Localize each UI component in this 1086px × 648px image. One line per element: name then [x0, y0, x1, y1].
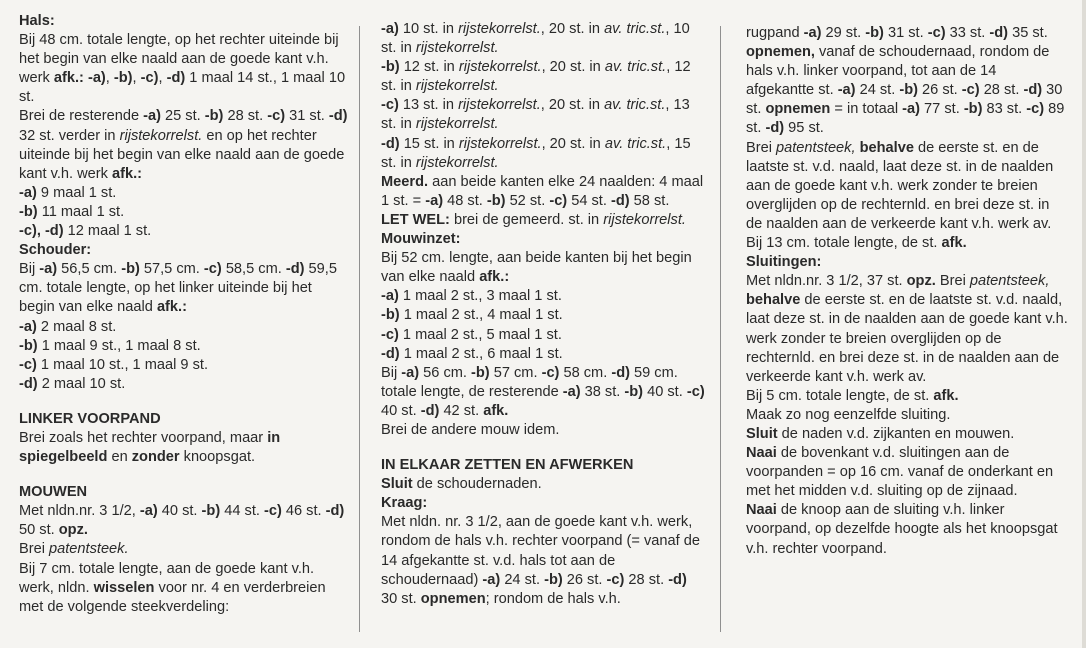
section-heading: Schouder: [19, 242, 92, 259]
instruction-paragraph: Brei de andere mouw idem. [381, 421, 560, 438]
instruction-paragraph: -c), -d) 12 maal 1 st. [19, 223, 152, 240]
page-edge-shadow [1082, 0, 1086, 648]
section-heading: Kraag: [381, 495, 428, 512]
instruction-paragraph: -c) 13 st. in rijstekorrelst., 20 st. in av. tric.st., 13 st. in rijstekorrelst. [381, 97, 690, 133]
instruction-paragraph: Bij 5 cm. totale lengte, de st. afk. [746, 387, 959, 404]
instruction-paragraph: Sluit de naden v.d. zijkanten en mouwen. [746, 425, 1015, 442]
instruction-paragraph: -c) 1 maal 2 st., 5 maal 1 st. [381, 326, 562, 343]
column-divider-1 [359, 26, 360, 632]
instruction-paragraph: Brei patentsteek, behalve de eerste st. en de laatste st. v.d. naald, laat deze st. in de naalden aan de goede kant v.h. werk zonder te breien overglijden op de rechternld. en brei deze st. in de naalden aan de verkeerde kant v.h. werk av. [746, 139, 1054, 232]
section-heading: IN ELKAAR ZETTEN EN AFWERKEN [381, 457, 634, 474]
section-gap [19, 467, 349, 483]
instruction-paragraph: Bij 13 cm. totale lengte, de st. afk. [746, 235, 967, 252]
instruction-paragraph: -a) 1 maal 2 st., 3 maal 1 st. [381, 288, 562, 305]
instruction-paragraph: Met nldn. nr. 3 1/2, aan de goede kant v.h. werk, rondom de hals v.h. rechter voorpand (= vanaf de 14 afgekantte st. v.d. hals tot aan de schoudernaad) -a) 24 st. -b) 26 st. -c) 28 st. -d) 30 st. opnemen; rondom de hals v.h. [381, 514, 700, 607]
section-heading: Sluitingen: [746, 254, 822, 271]
instruction-paragraph: -d) 1 maal 2 st., 6 maal 1 st. [381, 345, 563, 362]
instruction-paragraph: Bij -a) 56 cm. -b) 57 cm. -c) 58 cm. -d) 59 cm. totale lengte, de resterende -a) 38 st. -b) 40 st. -c) 40 st. -d) 42 st. afk. [381, 364, 705, 419]
instruction-paragraph: Brei patentsteek. [19, 541, 129, 558]
instruction-paragraph: Naai de bovenkant v.d. sluitingen aan de voorpanden = op 16 cm. vanaf de onderkant en met het midden v.d. sluiting op de zijnaad. [746, 445, 1054, 500]
instruction-paragraph: -b) 1 maal 9 st., 1 maal 8 st. [19, 337, 201, 354]
instruction-paragraph: Brei zoals het rechter voorpand, maar in spiegelbeeld en zonder knoopsgat. [19, 429, 281, 466]
instruction-paragraph: -a) 2 maal 8 st. [19, 318, 117, 335]
instruction-paragraph: -b) 1 maal 2 st., 4 maal 1 st. [381, 307, 563, 324]
instruction-paragraph: Meerd. aan beide kanten elke 24 naalden: 4 maal 1 st. = -a) 48 st. -b) 52 st. -c) 54 st. -d) 58 st. [381, 173, 704, 209]
section-heading: Hals: [19, 13, 55, 29]
section-heading: MOUWEN [19, 484, 88, 501]
instruction-paragraph: Met nldn.nr. 3 1/2, -a) 40 st. -b) 44 st. -c) 46 st. -d) 50 st. opz. [19, 503, 345, 539]
instruction-paragraph: Maak zo nog eenzelfde sluiting. [746, 406, 951, 423]
section-gap [381, 440, 706, 456]
instruction-paragraph: -b) 11 maal 1 st. [19, 203, 125, 220]
column-1 [19, 12, 349, 617]
instruction-paragraph: Bij 48 cm. totale lengte, op het rechter uiteinde bij het begin van elke naald aan de goede kant v.h. werk afk.: -a), -b), -c), -d) 1 maal 14 st., 1 maal 10 st. [19, 32, 346, 106]
instruction-paragraph: -a) 9 maal 1 st. [19, 184, 117, 201]
column-2 [381, 20, 706, 609]
column-divider-2 [720, 26, 721, 632]
section-gap [19, 394, 349, 410]
instruction-paragraph: -b) 12 st. in rijstekorrelst., 20 st. in av. tric.st., 12 st. in rijstekorrelst. [381, 59, 691, 95]
instruction-paragraph: Sluit de schoudernaden. [381, 476, 542, 493]
section-heading: LINKER VOORPAND [19, 410, 161, 427]
instruction-paragraph: rugpand -a) 29 st. -b) 31 st. -c) 33 st. -d) 35 st. opnemen, vanaf de schoudernaad, rondom de hals v.h. linker voorpand, tot aan de 14 afgekantte st. -a) 24 st. -b) 26 st. -c) 28 st. -d) 30 st. opnemen = in totaal -a) 77 st. -b) 83 st. -c) 89 st. -d) 95 st. [746, 25, 1065, 137]
instruction-paragraph: Naai de knoop aan de sluiting v.h. linker voorpand, op dezelfde hoogte als het knoopsgat v.h. rechter voorpand. [746, 502, 1058, 557]
instruction-paragraph: -d) 2 maal 10 st. [19, 375, 126, 392]
instruction-paragraph: -d) 15 st. in rijstekorrelst., 20 st. in av. tric.st., 15 st. in rijstekorrelst. [381, 135, 691, 171]
instruction-paragraph: Bij 52 cm. lengte, aan beide kanten bij het begin van elke naald afk.: [381, 250, 692, 286]
instruction-paragraph: Bij 7 cm. totale lengte, aan de goede kant v.h. werk, nldn. wisselen voor nr. 4 en verderbreien met de volgende steekverdeling: [19, 560, 326, 615]
column-3 [746, 24, 1068, 559]
section-heading: Mouwinzet: [381, 231, 461, 248]
instruction-paragraph: Met nldn.nr. 3 1/2, 37 st. opz. Brei patentsteek, behalve de eerste st. en de laatste st. v.d. naald, laat deze st. in de naalden aan de goede kant v.h. werk zonder te breien overglijden op de rechternld. en brei deze st. in de naalden aan de verkeerde kant v.h. werk av. [746, 273, 1068, 385]
instruction-paragraph: -c) 1 maal 10 st., 1 maal 9 st. [19, 356, 208, 373]
instruction-paragraph: Bij -a) 56,5 cm. -b) 57,5 cm. -c) 58,5 cm. -d) 59,5 cm. totale lengte, op het linker uiteinde bij het begin van elke naald afk.: [19, 261, 337, 316]
instruction-paragraph: -a) 10 st. in rijstekorrelst., 20 st. in av. tric.st., 10 st. in rijstekorrelst. [381, 21, 690, 57]
instruction-paragraph: Brei de resterende -a) 25 st. -b) 28 st. -c) 31 st. -d) 32 st. verder in rijstekorrelst. en op het rechter uiteinde bij het begin van elke naald aan de goede kant v.h. werk afk.: [19, 108, 348, 182]
instruction-paragraph: LET WEL: brei de gemeerd. st. in rijstekorrelst. [381, 211, 686, 228]
